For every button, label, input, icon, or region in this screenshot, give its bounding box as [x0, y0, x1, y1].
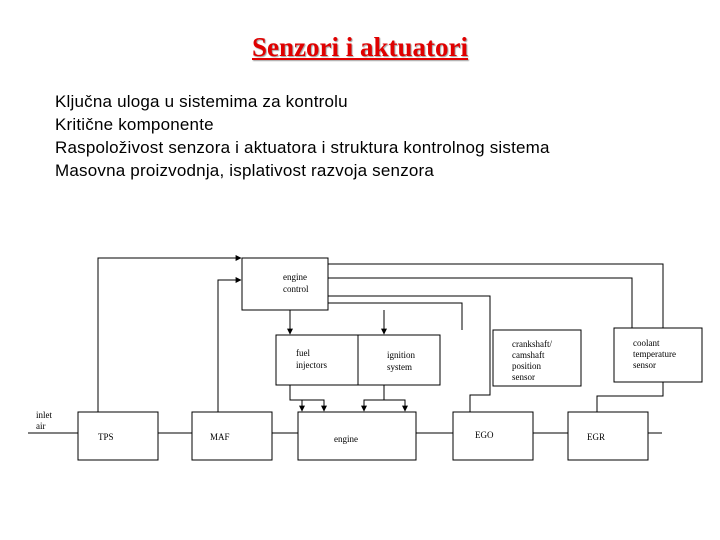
crankshaft-label-1: crankshaft/	[512, 339, 552, 349]
coolant-label-1: coolant	[633, 338, 660, 348]
ignition-system-label-1: ignition	[387, 350, 416, 360]
crankshaft-label-4: sensor	[512, 372, 535, 382]
ignition-system-label-2: system	[387, 362, 413, 372]
fuel-injectors-box	[276, 335, 358, 385]
fuel-injectors-label-2: injectors	[296, 360, 327, 370]
crankshaft-sensor-box	[493, 330, 581, 386]
bullet-item: Kritične komponente	[55, 115, 214, 134]
bullet-item: Masovna proizvodnja, isplativost razvoja senzora	[55, 161, 435, 180]
egr-label: EGR	[587, 432, 605, 442]
tps-box	[78, 412, 158, 460]
engine-control-box	[242, 258, 328, 310]
coolant-sensor-box	[614, 328, 702, 382]
engine-box	[298, 412, 416, 460]
inlet-air-label-1: inlet	[36, 410, 52, 420]
ego-label: EGO	[475, 430, 494, 440]
engine-control-label-1: engine	[283, 272, 307, 282]
ignition-system-box	[358, 335, 440, 385]
engine-label: engine	[334, 434, 358, 444]
ego-box	[453, 412, 533, 460]
crankshaft-label-2: camshaft	[512, 350, 545, 360]
bullet-item: Raspoloživost senzora i aktuatora i struktura kontrolnog sistema	[55, 138, 550, 157]
egr-box	[568, 412, 648, 460]
tps-label: TPS	[98, 432, 114, 442]
fuel-injectors-label-1: fuel	[296, 348, 310, 358]
engine-control-label-2: control	[283, 284, 309, 294]
inlet-air-label	[36, 410, 52, 431]
coolant-label-2: temperature	[633, 349, 676, 359]
maf-label: MAF	[210, 432, 230, 442]
slide-title: Senzori i aktuatori	[252, 32, 468, 62]
coolant-label-3: sensor	[633, 360, 656, 370]
maf-box	[192, 412, 272, 460]
crankshaft-label-3: position	[512, 361, 542, 371]
bullet-item: Ključna uloga u sistemima za kontrolu	[55, 92, 348, 111]
inlet-air-label-2: air	[36, 421, 46, 431]
